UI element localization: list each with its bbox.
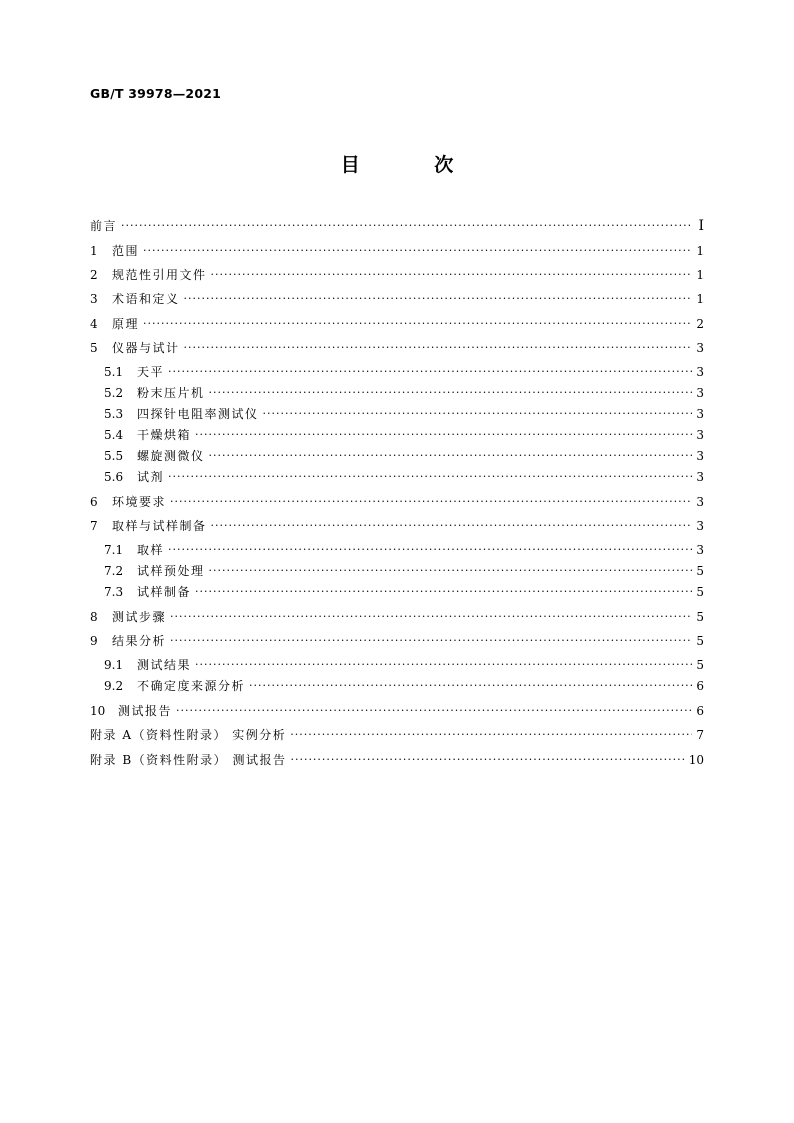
toc-leader (143, 313, 692, 334)
toc-leader (211, 264, 692, 285)
toc-number: 5.6 (104, 470, 124, 484)
toc-page: Ⅰ (698, 218, 704, 234)
toc-entry-5-2[interactable] (104, 383, 704, 403)
toc-entry-3[interactable] (90, 289, 704, 309)
toc-leader (168, 539, 692, 560)
toc-page: 3 (696, 543, 704, 557)
toc-number: 3 (90, 292, 98, 306)
toc-number: 5.5 (104, 449, 124, 463)
toc-label: 螺旋测微仪 (137, 449, 205, 463)
toc-page: 5 (696, 610, 704, 624)
toc-page: 6 (696, 704, 704, 718)
toc-entry-5-3[interactable] (104, 404, 704, 424)
toc-entry-7-2[interactable] (104, 561, 704, 581)
toc-label: 仪器与试计 (112, 341, 180, 355)
page-title: 目 次 (340, 154, 488, 176)
toc-leader (209, 445, 692, 466)
toc-page: 5 (696, 658, 704, 672)
toc-number: 6 (90, 495, 98, 509)
toc-page: 2 (696, 317, 704, 331)
toc-number: 8 (90, 610, 98, 624)
toc-entry-4[interactable] (90, 314, 704, 334)
toc-page: 3 (696, 428, 704, 442)
toc-page: 1 (696, 244, 704, 258)
toc-leader (184, 288, 692, 309)
toc-label: 试剂 (137, 470, 165, 484)
toc-number: 5.3 (104, 407, 124, 421)
toc-leader (184, 337, 692, 358)
toc-leader (211, 515, 692, 536)
toc-leader (170, 491, 692, 512)
toc-label: 测试结果 (137, 658, 192, 672)
toc-label: 附录 B（资料性附录） 测试报告 (90, 753, 287, 767)
toc-page: 7 (696, 728, 704, 742)
toc-leader (290, 749, 684, 770)
toc-page: 3 (696, 449, 704, 463)
toc-number: 5 (90, 341, 98, 355)
toc-label: 测试报告 (118, 704, 173, 718)
toc-page: 5 (696, 564, 704, 578)
toc-page: 5 (696, 585, 704, 599)
toc-entry-appendix-a[interactable] (90, 725, 704, 745)
toc-page: 6 (696, 679, 704, 693)
toc-leader (263, 403, 692, 424)
toc-leader (143, 240, 692, 261)
toc-leader (170, 606, 692, 627)
toc-leader (195, 654, 692, 675)
toc-label: 不确定度来源分析 (137, 679, 246, 693)
toc-label: 粉末压片机 (137, 386, 205, 400)
toc-label: 干燥烘箱 (137, 428, 192, 442)
toc-page: 5 (696, 634, 704, 648)
toc-entry-7-1[interactable] (104, 540, 704, 560)
toc-label: 天平 (137, 365, 165, 379)
toc-leader (121, 215, 692, 236)
toc-number: 2 (90, 268, 98, 282)
toc-label: 四探针电阻率测试仪 (137, 407, 259, 421)
toc-leader (290, 724, 692, 745)
toc-page: 3 (696, 470, 704, 484)
toc-leader (176, 700, 692, 721)
toc-number: 5.1 (104, 365, 124, 379)
toc-entry-10[interactable] (90, 701, 704, 721)
toc-entry-1[interactable] (90, 241, 704, 261)
standard-number: GB/T 39978—2021 (90, 86, 222, 101)
toc-entry-appendix-b[interactable] (90, 750, 704, 770)
toc-entry-7[interactable] (90, 516, 704, 536)
toc-entry-7-3[interactable] (104, 582, 704, 602)
toc-page: 3 (696, 386, 704, 400)
toc-label: 结果分析 (112, 634, 167, 648)
toc-leader (195, 581, 692, 602)
toc-number: 4 (90, 317, 98, 331)
toc-page: 1 (696, 268, 704, 282)
toc-number: 9 (90, 634, 98, 648)
toc-entry-2[interactable] (90, 265, 704, 285)
toc-label: 范围 (112, 244, 140, 258)
toc-entry-8[interactable] (90, 607, 704, 627)
toc-leader (209, 560, 692, 581)
toc-entry-9-1[interactable] (104, 655, 704, 675)
toc-label: 术语和定义 (112, 292, 180, 306)
toc-page: 3 (696, 519, 704, 533)
toc-number: 7.1 (104, 543, 124, 557)
toc-leader (209, 382, 692, 403)
toc-number: 5.4 (104, 428, 124, 442)
toc-entry-5-5[interactable] (104, 446, 704, 466)
toc-label: 取样 (137, 543, 165, 557)
toc-number: 7.3 (104, 585, 124, 599)
toc-page: 3 (696, 495, 704, 509)
toc-label: 附录 A（资料性附录） 实例分析 (90, 728, 287, 742)
toc-leader (195, 424, 692, 445)
toc-leader (170, 630, 692, 651)
toc-label: 前言 (90, 219, 118, 233)
toc-page: 1 (696, 292, 704, 306)
toc-entry-5-1[interactable] (104, 362, 704, 382)
toc-number: 1 (90, 244, 98, 258)
toc-page: 10 (688, 753, 704, 767)
toc-label: 取样与试样制备 (112, 519, 207, 533)
toc-number: 9.1 (104, 658, 124, 672)
toc-page: 3 (696, 407, 704, 421)
toc-number: 10 (90, 704, 106, 718)
toc-number: 7 (90, 519, 98, 533)
toc-page: 3 (696, 365, 704, 379)
toc-number: 9.2 (104, 679, 124, 693)
toc-entry-5-6[interactable] (104, 467, 704, 487)
toc-label: 规范性引用文件 (112, 268, 207, 282)
toc-label: 试样预处理 (137, 564, 205, 578)
toc-leader (249, 675, 692, 696)
toc-label: 原理 (112, 317, 140, 331)
toc-entry-5-4[interactable] (104, 425, 704, 445)
toc-label: 测试步骤 (112, 610, 167, 624)
toc-leader (168, 361, 692, 382)
toc-number: 5.2 (104, 386, 124, 400)
toc-page: 3 (696, 341, 704, 355)
toc-label: 环境要求 (112, 495, 167, 509)
toc-number: 7.2 (104, 564, 124, 578)
toc-label: 试样制备 (137, 585, 192, 599)
toc-entry-6[interactable] (90, 492, 704, 512)
toc-entry-9-2[interactable] (104, 676, 704, 696)
toc-entry-5[interactable] (90, 338, 704, 358)
toc-leader (168, 466, 692, 487)
toc-entry-preface[interactable] (90, 216, 704, 236)
toc-entry-9[interactable] (90, 631, 704, 651)
